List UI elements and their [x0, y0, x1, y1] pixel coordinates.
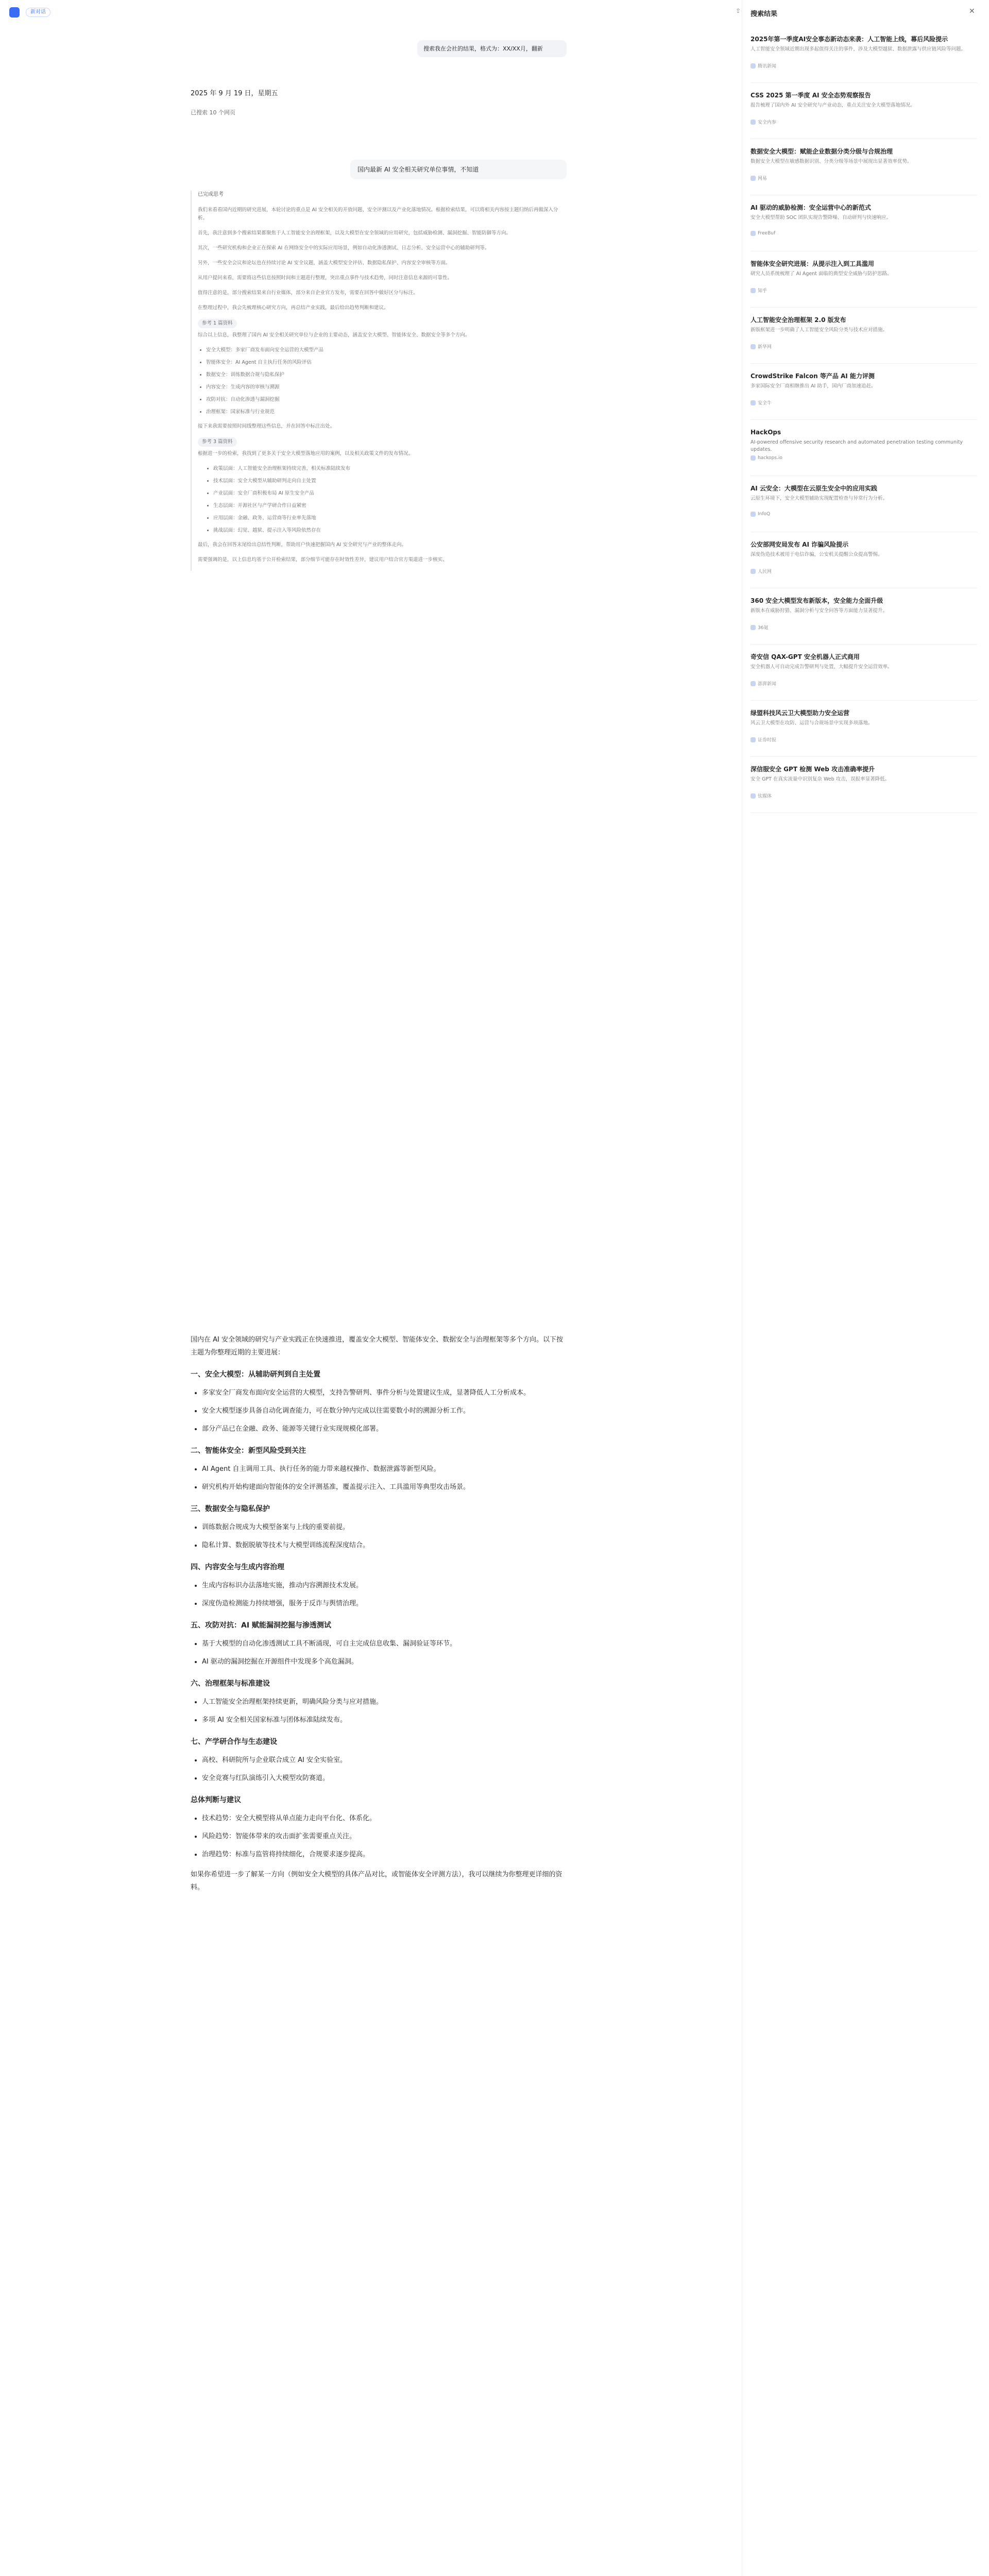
- answer-list-item: • 隐私计算、数据脱敏等技术与大模型训练流程深度结合。: [202, 1539, 564, 1552]
- result-source-name: hackops.io: [758, 455, 782, 461]
- search-result-item[interactable]: [751, 532, 977, 588]
- answer-closing: 如果你希望进一步了解某一方向（例如安全大模型的具体产品对比，或智能体安全评测方法），我可以继续为你整理更详细的资料。: [191, 1871, 562, 1891]
- search-result-item[interactable]: [751, 588, 977, 645]
- answer-list: [202, 1696, 564, 1726]
- thinking-paragraph: 最后，我会在回答末尾给出总结性判断，帮助用户快速把握国内 AI 安全研究与产业的整体走向。: [198, 542, 406, 548]
- thinking-paragraph: 我们来看看国内近期的研究进展，本轮讨论的重点是 AI 安全相关的开放问题、安全评测以及产业化落地情况。根据检索结果，可以将相关内容按主题归纳后再做深入分析。: [198, 207, 558, 221]
- result-snippet: 安全大模型帮助 SOC 团队实现告警降噪、自动研判与快速响应。: [751, 215, 892, 221]
- result-title[interactable]: 360 安全大模型发布新版本，安全能力全面升级: [751, 597, 883, 604]
- share-icon[interactable]: ⇪: [736, 7, 741, 14]
- thinking-list-item: • 挑战层面：幻觉、越狱、提示注入等风险依然存在: [213, 527, 561, 535]
- section-heading: 四、内容安全与生成内容治理: [191, 1563, 284, 1571]
- thinking-paragraph: 首先，我注意到多个搜索结果都聚焦于人工智能安全治理框架，以及大模型在安全领域的应用研究，包括威胁检测、漏洞挖掘、智能防御等方向。: [198, 230, 511, 236]
- answer-list-item: • 深度伪造检测能力持续增强，服务于反诈与舆情治理。: [202, 1597, 564, 1610]
- thinking-paragraph: 其次，一些研究机构和企业正在探索 AI 在网络安全中的实际应用场景，例如自动化渗透测试、日志分析、安全运营中心的辅助研判等。: [198, 245, 490, 251]
- answer-list-item: • 安全大模型逐步具备自动化调查能力，可在数分钟内完成以往需要数小时的溯源分析工作。: [202, 1404, 564, 1417]
- answer-list: [202, 1386, 564, 1435]
- source-favicon-icon: [751, 793, 756, 799]
- source-favicon-icon: [751, 625, 756, 630]
- thinking-block: [191, 191, 561, 571]
- answer-body: [191, 1333, 564, 1902]
- app-logo-icon[interactable]: [9, 7, 20, 18]
- result-title[interactable]: 深信服安全 GPT 检测 Web 攻击准确率提升: [751, 766, 875, 773]
- answer-list-item: • 风险趋势：智能体带来的攻击面扩张需要重点关注。: [202, 1830, 564, 1843]
- answer-list: [202, 1637, 564, 1668]
- result-source-name: 钛媒体: [758, 794, 772, 799]
- new-chat-button[interactable]: 新对话: [26, 8, 50, 17]
- result-source-name: 腾讯新闻: [758, 64, 777, 69]
- result-source: [751, 287, 977, 294]
- thinking-list-item: • 智能体安全：AI Agent 自主执行任务的风险评估: [206, 359, 561, 367]
- thinking-list-item: • 内容安全：生成内容的审核与溯源: [206, 383, 561, 392]
- result-source-name: 澎湃新闻: [758, 682, 777, 687]
- search-source-tag[interactable]: 已搜索 10 个网页: [191, 109, 235, 116]
- result-title[interactable]: 绿盟科技风云卫大模型助力安全运营: [751, 709, 850, 717]
- result-title[interactable]: CSS 2025 第一季度 AI 安全态势观察报告: [751, 92, 871, 99]
- answer-list-item: • 基于大模型的自动化渗透测试工具不断涌现，可自主完成信息收集、漏洞验证等环节。: [202, 1637, 564, 1650]
- chat-area: [185, 25, 567, 2576]
- search-result-item[interactable]: [751, 83, 977, 139]
- search-result-item[interactable]: [751, 476, 977, 532]
- thinking-header[interactable]: 已完成思考: [198, 192, 224, 197]
- answer-list-item: • AI 驱动的漏洞挖掘在开源组件中发现多个高危漏洞。: [202, 1655, 564, 1668]
- answer-list-item: • 人工智能安全治理框架持续更新，明确风险分类与应对措施。: [202, 1696, 564, 1708]
- answer-list-item: • 多家安全厂商发布面向安全运营的大模型，支持告警研判、事件分析与处置建议生成，显著降低人工分析成本。: [202, 1386, 564, 1399]
- answer-list: [202, 1812, 564, 1861]
- section-heading: 七、产学研合作与生态建设: [191, 1738, 277, 1746]
- section-heading: 一、安全大模型：从辅助研判到自主处置: [191, 1370, 320, 1379]
- thinking-paragraph: 接下来我需要按照时间线整理这些信息，并在回答中标注出处。: [198, 423, 335, 429]
- source-favicon-icon: [751, 288, 756, 293]
- result-title[interactable]: 2025年第一季度AI安全事态新动态来袭：人工智能上线，幕后风险提示: [751, 36, 948, 43]
- result-source: [751, 399, 977, 406]
- source-favicon-icon: [751, 512, 756, 517]
- answer-intro: 国内在 AI 安全领域的研究与产业实践正在快速推进，覆盖安全大模型、智能体安全、数据安全与治理框架等多个方向。以下按主题为你整理近期的主要进展：: [191, 1336, 563, 1357]
- result-title[interactable]: AI 驱动的威胁检测：安全运营中心的新范式: [751, 204, 871, 211]
- thinking-paragraph: 综合以上信息，我整理了国内 AI 安全相关研究单位与企业的主要动态，涵盖安全大模型、智能体安全、数据安全等多个方向。: [198, 332, 470, 338]
- answer-list-item: • 生成内容标识办法落地实施，推动内容溯源技术发展。: [202, 1579, 564, 1592]
- source-favicon-icon: [751, 569, 756, 574]
- search-result-item[interactable]: [751, 364, 977, 420]
- thinking-paragraph: 从用户提问来看，需要将这些信息按照时间和主题进行整理，突出重点事件与技术趋势，同时注意信息来源的可靠性。: [198, 275, 453, 281]
- source-favicon-icon: [751, 120, 756, 125]
- result-snippet: 多家国际安全厂商相继推出 AI 助手，国内厂商加速追赶。: [751, 383, 876, 389]
- result-snippet: 数据安全大模型在敏感数据识别、分类分级等场景中展现出显著效率优势。: [751, 159, 912, 164]
- thinking-list-item: • 攻防对抗：自动化渗透与漏洞挖掘: [206, 396, 561, 404]
- answer-list-item: • 治理趋势：标准与监管将持续细化，合规要求逐步提高。: [202, 1848, 564, 1861]
- result-title[interactable]: 公安部网安局发布 AI 诈骗风险提示: [751, 541, 849, 548]
- user-query-bubble: 搜索我在会社的结果，格式为：XX/XX月，翻新: [417, 40, 567, 57]
- reference-pill[interactable]: 参考 1 篇资料: [198, 319, 237, 328]
- panel-title: 搜索结果: [751, 10, 778, 18]
- search-result-item[interactable]: [751, 251, 977, 308]
- section-heading: 二、智能体安全：新型风险受到关注: [191, 1447, 306, 1455]
- close-icon[interactable]: ✕: [969, 7, 975, 15]
- result-source-name: 安全内参: [758, 120, 777, 125]
- answer-list-item: • AI Agent 自主调用工具、执行任务的能力带来越权操作、数据泄露等新型风险。: [202, 1463, 564, 1476]
- answer-list-item: • 训练数据合规成为大模型备案与上线的重要前提。: [202, 1521, 564, 1534]
- result-source: [751, 455, 977, 461]
- thinking-list-item: • 治理框架：国家标准与行业规范: [206, 408, 561, 416]
- thinking-paragraph: 需要强调的是，以上信息均基于公开检索结果，部分细节可能存在时效性差异，建议用户结合官方渠道进一步核实。: [198, 557, 448, 563]
- thinking-list: [206, 465, 561, 535]
- section-heading: 六、治理框架与标准建设: [191, 1680, 270, 1688]
- result-title[interactable]: AI 云安全：大模型在云原生安全中的应用实践: [751, 485, 877, 492]
- thinking-list-item: • 安全大模型：多家厂商发布面向安全运营的大模型产品: [206, 346, 561, 354]
- thinking-list-item: • 生态层面：开源社区与产学研合作日益紧密: [213, 502, 561, 510]
- answer-list-item: • 多项 AI 安全相关国家标准与团体标准陆续发布。: [202, 1714, 564, 1726]
- answer-list: [202, 1521, 564, 1552]
- answer-list-item: • 安全竞赛与红队演练引入大模型攻防赛道。: [202, 1772, 564, 1785]
- result-source-name: 证券时报: [758, 738, 777, 743]
- result-snippet: 新版框架进一步明确了人工智能安全风险分类与技术应对措施。: [751, 327, 888, 333]
- source-favicon-icon: [751, 400, 756, 405]
- answer-list-item: • 部分产品已在金融、政务、能源等关键行业实现规模化部署。: [202, 1422, 564, 1435]
- section-heading: 总体判断与建议: [191, 1796, 241, 1804]
- result-snippet: 人工智能安全领域近期出现多起值得关注的事件，涉及大模型越狱、数据泄露与供应链风险等问题。: [751, 46, 966, 52]
- thinking-paragraph: 值得注意的是，部分搜索结果来自行业媒体，部分来自企业官方发布，需要在回答中做好区分与标注。: [198, 290, 418, 296]
- thinking-list-item: • 产业层面：安全厂商积极布局 AI 原生安全产品: [213, 489, 561, 498]
- result-source: [751, 736, 977, 743]
- search-result-item[interactable]: [751, 757, 977, 813]
- search-result-item[interactable]: [751, 701, 977, 757]
- result-snippet: 云原生环境下，安全大模型辅助实现配置检查与异常行为分析。: [751, 496, 888, 501]
- result-source-name: 安全牛: [758, 401, 772, 406]
- result-source-name: 新华网: [758, 345, 772, 350]
- answer-list-item: • 技术趋势：安全大模型将从单点能力走向平台化、体系化。: [202, 1812, 564, 1825]
- source-favicon-icon: [751, 176, 756, 181]
- source-favicon-icon: [751, 231, 756, 236]
- result-source: [751, 792, 977, 799]
- result-source: [751, 343, 977, 350]
- section-heading: 三、数据安全与隐私保护: [191, 1505, 270, 1513]
- result-source: [751, 62, 977, 69]
- result-source: [751, 624, 977, 631]
- result-snippet: 研究人员系统梳理了 AI Agent 面临的典型安全威胁与防护思路。: [751, 271, 892, 277]
- result-title[interactable]: CrowdStrike Falcon 等产品 AI 能力评测: [751, 372, 875, 380]
- source-favicon-icon: [751, 344, 756, 349]
- thinking-list-item: • 技术层面：安全大模型从辅助研判走向自主处置: [213, 477, 561, 485]
- search-results-list: [751, 27, 977, 813]
- section-heading: 五、攻防对抗：AI 赋能漏洞挖掘与渗透测试: [191, 1621, 331, 1630]
- thinking-paragraph: 另外，一些安全会议和论坛也在持续讨论 AI 安全议题，涵盖大模型安全评估、数据隐私保护、内容安全审核等方面。: [198, 260, 451, 266]
- source-favicon-icon: [751, 681, 756, 686]
- result-snippet: 深度伪造技术被用于电信诈骗，公安机关提醒公众提高警惕。: [751, 552, 883, 557]
- result-source: [751, 512, 977, 517]
- result-source-name: 网易: [758, 176, 768, 181]
- result-snippet: 安全机器人可自动完成告警研判与处置，大幅提升安全运营效率。: [751, 664, 893, 670]
- result-source-name: 知乎: [758, 289, 768, 294]
- thinking-list: [206, 346, 561, 416]
- result-snippet: 新版本在威胁狩猎、漏洞分析与安全问答等方面能力显著提升。: [751, 608, 888, 614]
- answer-list-item: • 高校、科研院所与企业联合成立 AI 安全实验室。: [202, 1754, 564, 1767]
- date-line: 2025 年 9 月 19 日，星期五: [191, 90, 278, 97]
- quoted-query: 国内最新 AI 安全相关研究单位事情，不知道: [350, 160, 567, 179]
- result-snippet: 风云卫大模型在攻防、运营与合规场景中实现多项落地。: [751, 720, 873, 726]
- result-snippet: 安全 GPT 在真实流量中识别复杂 Web 攻击，误报率显著降低。: [751, 776, 890, 782]
- result-source: [751, 175, 977, 181]
- search-result-item[interactable]: [751, 195, 977, 251]
- answer-list: [202, 1754, 564, 1785]
- result-source: [751, 680, 977, 687]
- thinking-paragraph: 根据进一步的检索，我找到了更多关于安全大模型落地应用的案例，以及相关政策文件的发布情况。: [198, 451, 414, 456]
- result-source-name: 人民网: [758, 569, 772, 574]
- thinking-list-item: • 应用层面：金融、政务、运营商等行业率先落地: [213, 514, 561, 522]
- result-snippet: 报告梳理了国内外 AI 安全研究与产业动态，重点关注安全大模型落地情况。: [751, 103, 915, 108]
- source-favicon-icon: [751, 63, 756, 69]
- result-snippet: AI-powered offensive security research and automated penetration testing community updates.: [751, 439, 963, 452]
- result-title[interactable]: HackOps: [751, 429, 781, 436]
- result-source-name: 36氪: [758, 625, 769, 631]
- result-title[interactable]: 数据安全大模型：赋能企业数据分类分级与合规治理: [751, 148, 893, 155]
- result-source: [751, 231, 977, 236]
- search-result-item[interactable]: [751, 27, 977, 83]
- thinking-paragraph: 在整理过程中，我会先梳理核心研究方向，再总结产业实践，最后给出趋势判断和建议。: [198, 305, 389, 311]
- search-result-item[interactable]: [751, 139, 977, 195]
- result-source-name: InfoQ: [758, 512, 771, 517]
- source-favicon-icon: [751, 737, 756, 742]
- result-title[interactable]: 人工智能安全治理框架 2.0 版发布: [751, 316, 846, 324]
- answer-list: [202, 1463, 564, 1494]
- search-result-item[interactable]: [751, 308, 977, 364]
- result-title[interactable]: 智能体安全研究进展：从提示注入到工具滥用: [751, 260, 875, 267]
- result-title[interactable]: 奇安信 QAX-GPT 安全机器人正式商用: [751, 653, 860, 660]
- answer-list-item: • 研究机构开始构建面向智能体的安全评测基准，覆盖提示注入、工具滥用等典型攻击场景。: [202, 1481, 564, 1494]
- source-favicon-icon: [751, 455, 756, 461]
- thinking-list-item: • 政策层面：人工智能安全治理框架持续完善，相关标准陆续发布: [213, 465, 561, 473]
- answer-list: [202, 1579, 564, 1610]
- search-results-panel: [742, 0, 989, 2576]
- search-result-item[interactable]: [751, 420, 977, 476]
- result-source: [751, 118, 977, 125]
- reference-pill[interactable]: 参考 3 篇资料: [198, 437, 237, 447]
- result-source: [751, 568, 977, 574]
- search-result-item[interactable]: [751, 645, 977, 701]
- thinking-list-item: • 数据安全：训练数据合规与隐私保护: [206, 371, 561, 379]
- result-source-name: FreeBuf: [758, 231, 776, 236]
